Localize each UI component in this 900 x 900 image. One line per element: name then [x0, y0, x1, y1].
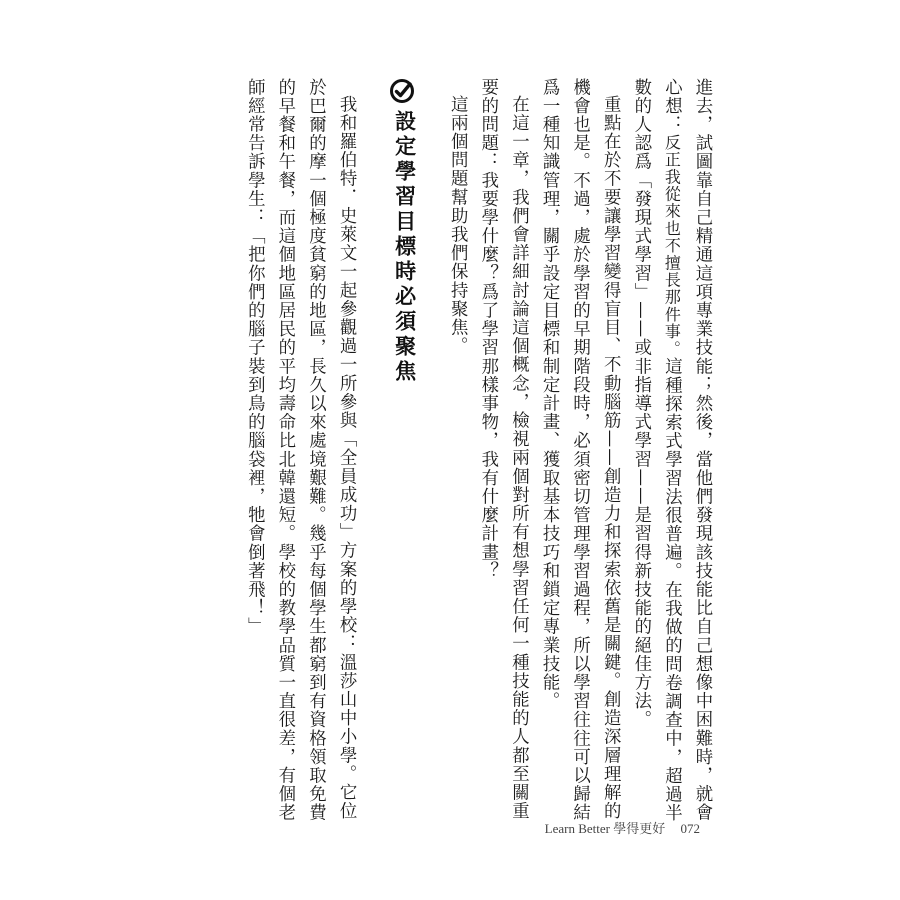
- footer-book-title: Learn Better 學得更好: [544, 821, 666, 836]
- paragraph-1-tail: 這種探索式學習法很普遍。在我做的問卷調查中，超過半數的人認爲「發現式學習」——或非指導式學習——是習得新技能的絕佳方法。: [630, 78, 682, 823]
- section-heading-text: 設定學習目標時必須聚焦: [392, 110, 417, 385]
- paragraph-2: 重點在於不要讓學習變得盲目、不動腦筋——創造力和探索依舊是關鍵。創造深層理解的機會也是。不過，處於學習的早期階段時，必須密切管理學習過程，所以學習往往可以歸結爲一種知識管理，關乎設定目標和制定計畫、獲取基本技巧和鎖定專業技能。: [539, 78, 621, 822]
- paragraph-1-quote: 反正我從來也不擅長那件事。: [662, 133, 682, 358]
- page-number: 072: [680, 821, 700, 836]
- paragraph-1-text: 進去，試圖靠自己精通這項專業技能；然後，當他們發現該技能比自己想像中困難時，就會心想：: [661, 78, 712, 822]
- paragraph-3: 在這一章，我們會詳細討論這個概念，檢視兩個對所有想學習任何一種技能的人都至關重要的問題：我要學什麼？爲了學習那樣事物，我有什麼計畫？: [477, 78, 529, 821]
- section-heading: [361, 78, 442, 838]
- paragraph-4: 這兩個問題幫助我們保持聚焦。: [447, 95, 468, 356]
- paragraph-1: [625, 78, 717, 838]
- check-circle-icon: [391, 78, 417, 104]
- body-text: [239, 78, 717, 838]
- running-footer: [545, 818, 700, 837]
- paragraph-5: 我和羅伯特．史萊文一起參觀過一所參與「全員成功」方案的學校：溫莎山中小學。它位於巴爾的摩一個極度貧窮的地區，長久以來處境艱難。幾乎每個學生都窮到有資格領取免費的早餐和午餐，而這個地區居民的平均壽命比北韓還短。學校的教學品質一直很差，有個老師經常告訴學生：「把你們的腦子裝到鳥的腦袋裡，牠會倒著飛！」: [244, 78, 357, 822]
